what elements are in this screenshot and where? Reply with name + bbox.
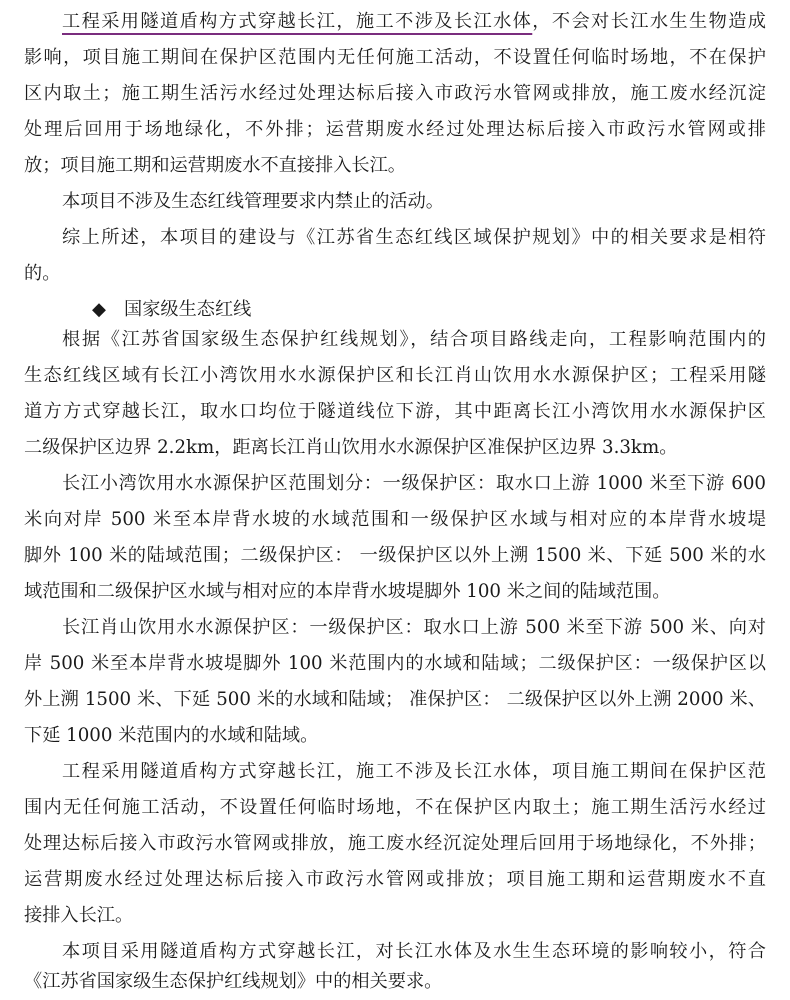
paragraph-8-line-2: 《江苏省国家级生态保护红线规划》中的相关要求。 xyxy=(24,971,443,992)
paragraph-7-line-1: 工程采用隧道盾构方式穿越长江，施工不涉及长江水体，项目施工期间在保护区范 xyxy=(62,761,766,782)
paragraph-8-line-1: 本项目采用隧道盾构方式穿越长江，对长江水体及水生生态环境的影响较小，符合 xyxy=(62,941,766,962)
diamond-bullet-icon: ◆ xyxy=(92,299,106,320)
paragraph-6-line-3: 外上溯 1500 米、下延 500 米的水域和陆域； 准保护区： 二级保护区以外上溯 2000 米、 xyxy=(24,689,766,710)
paragraph-2-line-1: 本项目不涉及生态红线管理要求内禁止的活动。 xyxy=(62,191,444,212)
paragraph-1-line-3: 区内取土；施工期生活污水经过处理达标后接入市政污水管网或排放，施工废水经沉淀 xyxy=(24,83,766,104)
paragraph-7-line-4: 运营期废水经过处理达标后接入市政污水管网或排放；项目施工期和运营期废水不直 xyxy=(24,869,766,890)
paragraph-3-line-2: 的。 xyxy=(24,263,61,284)
paragraph-1-line-1 xyxy=(62,4,766,40)
paragraph-4-line-1: 根据《江苏省国家级生态保护红线规划》，结合项目路线走向，工程影响范围内的 xyxy=(62,329,766,350)
paragraph-1-line-2: 影响，项目施工期间在保护区范围内无任何施工活动，不设置任何临时场地，不在保护 xyxy=(24,47,766,68)
paragraph-6-line-4: 下延 1000 米范围内的水域和陆域。 xyxy=(24,725,319,746)
paragraph-7-line-5: 接排入长江。 xyxy=(24,905,134,926)
paragraph-6-line-2: 岸 500 米至本岸背水坡堤脚外 100 米范围内的水域和陆域；二级保护区：一级保护区以 xyxy=(24,653,766,674)
paragraph-4-line-2: 生态红线区域有长江小湾饮用水水源保护区和长江肖山饮用水水源保护区；工程采用隧 xyxy=(24,365,766,386)
section-heading-text: 国家级生态红线 xyxy=(124,299,252,320)
paragraph-3-line-1: 综上所述，本项目的建设与《江苏省生态红线区域保护规划》中的相关要求是相符 xyxy=(62,227,766,248)
paragraph-7-line-3: 处理达标后接入市政污水管网或排放，施工废水经沉淀处理后回用于场地绿化，不外排； xyxy=(24,833,766,854)
paragraph-4-line-3: 道方方式穿越长江，取水口均位于隧道线位下游，其中距离长江小湾饮用水水源保护区 xyxy=(24,401,766,422)
paragraph-7-line-2: 围内无任何施工活动，不设置任何临时场地，不在保护区内取土；施工期生活污水经过 xyxy=(24,797,766,818)
paragraph-1-line-1-rest: ，不会对长江水生生物造成 xyxy=(532,11,766,32)
paragraph-5-line-1: 长江小湾饮用水水源保护区范围划分：一级保护区：取水口上游 1000 米至下游 600 xyxy=(62,473,766,494)
paragraph-5-line-3: 脚外 100 米的陆域范围；二级保护区： 一级保护区以外上溯 1500 米、下延 500 米的水 xyxy=(24,545,766,566)
paragraph-1-line-4: 处理后回用于场地绿化，不外排；运营期废水经过处理达标后接入市政污水管网或排 xyxy=(24,119,766,140)
paragraph-6-line-1: 长江肖山饮用水水源保护区：一级保护区：取水口上游 500 米至下游 500 米、向对 xyxy=(62,617,766,638)
paragraph-5-line-4: 域范围和二级保护区水域与相对应的本岸背水坡堤脚外 100 米之间的陆域范围。 xyxy=(24,581,671,602)
underlined-phrase: 工程采用隧道盾构方式穿越长江，施工不涉及长江水体 xyxy=(62,11,533,32)
paragraph-4-line-4: 二级保护区边界 2.2km，距离长江肖山饮用水水源保护区准保护区边界 3.3km。 xyxy=(24,437,678,458)
paragraph-5-line-2: 米向对岸 500 米至本岸背水坡的水域范围和一级保护区水域与相对应的本岸背水坡堤 xyxy=(24,509,766,530)
paragraph-1-line-5: 放；项目施工期和运营期废水不直接排入长江。 xyxy=(24,155,406,176)
